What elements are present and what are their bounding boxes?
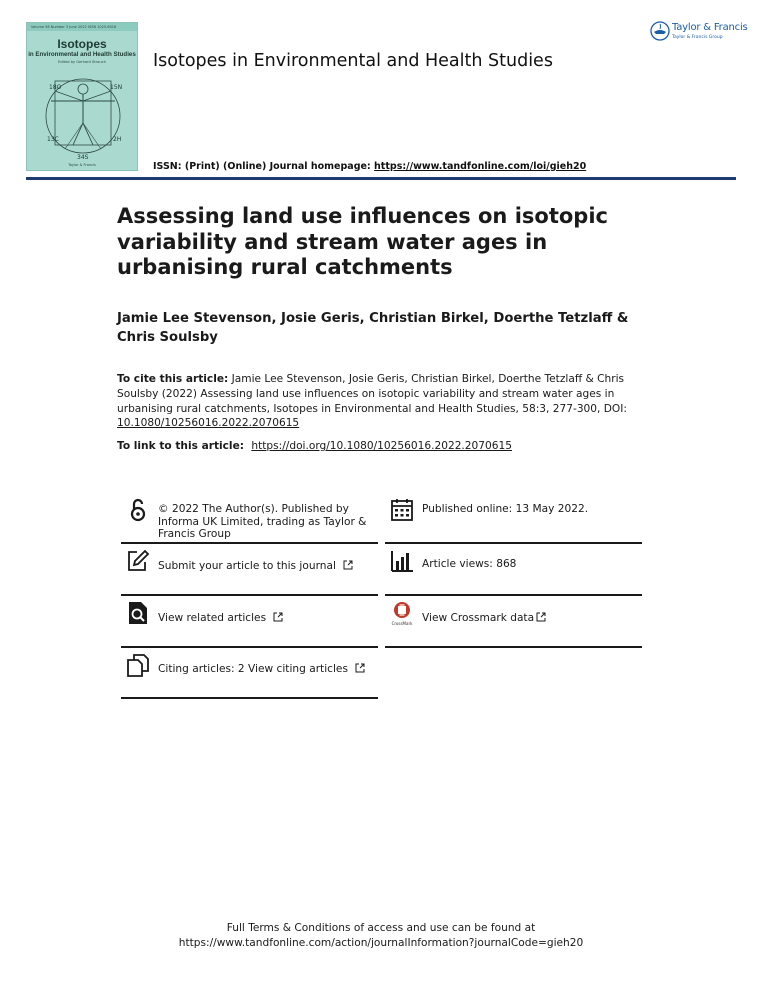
- cover-symbol-n: 15N: [110, 84, 123, 91]
- published-cell: [385, 497, 642, 544]
- external-link-icon: [536, 612, 546, 622]
- taylor-francis-lamp-icon: [650, 21, 670, 41]
- cover-band-text: Volume 58 Number 3 June 2022 ISSN 1025-6016: [27, 23, 137, 31]
- views-cell: [385, 548, 642, 596]
- article-doi-link[interactable]: https://doi.org/10.1080/10256016.2022.2070615: [251, 440, 512, 452]
- article-views: Article views: 868: [422, 558, 517, 570]
- footer: [0, 921, 762, 950]
- crossmark-cell[interactable]: [385, 600, 642, 648]
- article-authors: Jamie Lee Stevenson, Josie Geris, Christian Birkel, Doerthe Tetzlaff & Chris Soulsby: [117, 311, 629, 345]
- cover-title: Isotopes: [57, 37, 107, 51]
- crossmark-link[interactable]: [422, 612, 642, 625]
- submit-link[interactable]: [158, 560, 378, 573]
- document-search-icon: [125, 600, 151, 626]
- publisher-logo: [650, 21, 748, 45]
- citation-block: [117, 372, 652, 431]
- external-link-icon: [355, 663, 365, 673]
- citing-cell[interactable]: [121, 652, 378, 699]
- external-link-icon: [273, 612, 283, 622]
- crossmark-icon: [389, 600, 415, 626]
- related-link[interactable]: [158, 612, 378, 625]
- open-access-cell: [121, 497, 378, 544]
- open-access-lock-icon: [125, 497, 151, 523]
- cover-symbol-h: 2H: [113, 136, 122, 143]
- cover-subtitle: in Environmental and Health Studies: [28, 51, 136, 58]
- issn-line: [153, 161, 586, 172]
- footer-terms-link[interactable]: https://www.tandfonline.com/action/journalInformation?journalCode=gieh20: [178, 936, 584, 949]
- related-cell[interactable]: [121, 600, 378, 648]
- footer-terms-text: Full Terms & Conditions of access and use can be found at: [226, 922, 536, 934]
- citing-documents-icon: [125, 652, 151, 678]
- article-title: Assessing land use influences on isotopic variability and stream water ages in urbanising rural catchments: [117, 204, 608, 279]
- calendar-icon: [389, 497, 415, 523]
- journal-title: Isotopes in Environmental and Health Studies: [153, 51, 553, 71]
- link-label: To link to this article:: [117, 440, 244, 452]
- cite-text: Jamie Lee Stevenson, Josie Geris, Christian Birkel, Doerthe Tetzlaff & Chris Soulsby (2022) Assessing land use influences on isotopic variability and stream water ages in urbanising rural catchments, Isotopes in Environmental and Health Studies, 58:3, 277-300, DOI:: [117, 373, 627, 415]
- citing-link[interactable]: [158, 663, 378, 676]
- crossmark-text: View Crossmark data: [422, 612, 535, 624]
- cover-symbol-s: 34S: [77, 154, 89, 161]
- publisher-tagline: Taylor & Francis Group: [672, 35, 723, 40]
- cover-symbol-c: 13C: [47, 136, 59, 143]
- journal-cover: [26, 22, 138, 171]
- journal-homepage-link[interactable]: https://www.tandfonline.com/loi/gieh20: [374, 161, 587, 172]
- cover-editor: Edited by Gerhard Strauch: [58, 60, 106, 64]
- vitruvian-figure-icon: [27, 23, 138, 171]
- published-date: Published online: 13 May 2022.: [422, 503, 589, 515]
- external-link-icon: [343, 560, 353, 570]
- cover-symbol-o: 18O: [49, 84, 62, 91]
- submit-text: Submit your article to this journal: [158, 560, 336, 572]
- submit-cell[interactable]: [121, 548, 378, 596]
- header-divider: [26, 177, 736, 180]
- open-access-text: © 2022 The Author(s). Published by Informa UK Limited, trading as Taylor & Francis Group: [158, 503, 367, 540]
- related-text: View related articles: [158, 612, 267, 624]
- cite-doi-link[interactable]: 10.1080/10256016.2022.2070615: [117, 417, 300, 430]
- article-link-line: [117, 440, 657, 452]
- crossmark-icon-label: CrossMark: [391, 621, 413, 626]
- cite-label: To cite this article:: [117, 373, 229, 385]
- edit-pencil-icon: [125, 548, 151, 574]
- bar-chart-icon: [389, 548, 415, 574]
- cover-publisher: Taylor & Francis: [68, 163, 96, 167]
- citing-text: Citing articles: 2 View citing articles: [158, 663, 348, 675]
- issn-label: ISSN: (Print) (Online) Journal homepage:: [153, 161, 371, 172]
- publisher-name: Taylor & Francis: [672, 22, 748, 33]
